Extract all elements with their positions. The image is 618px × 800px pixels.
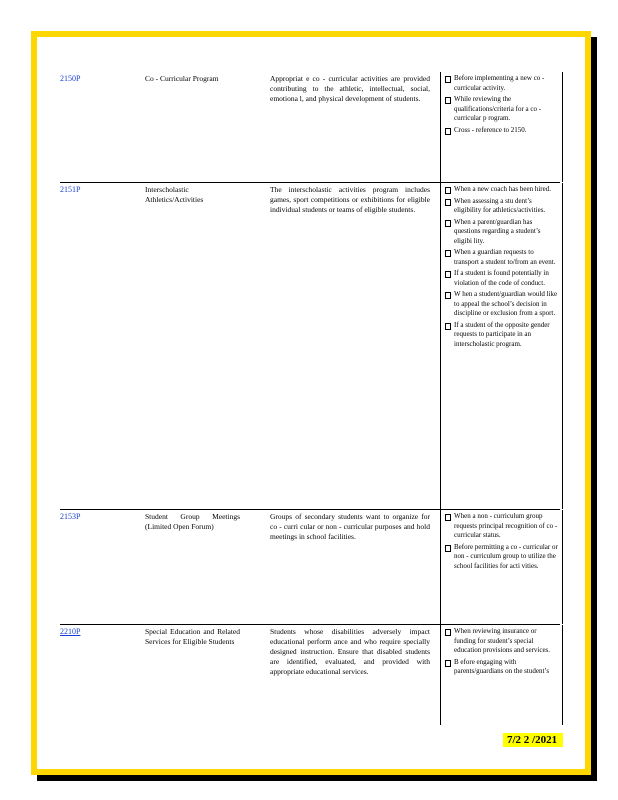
trigger-item: When a new coach has been hired. <box>445 185 560 195</box>
policy-code-link[interactable]: 2210P <box>60 627 81 636</box>
policy-code[interactable]: 2151P <box>60 185 81 194</box>
trigger-item: Before implementing a new co - curricular activity. <box>445 74 560 93</box>
column-divider <box>562 625 563 725</box>
trigger-item: Cross - reference to 2150. <box>445 126 560 136</box>
column-divider <box>440 183 441 509</box>
policy-title: Student Group Meetings (Limited Open Forum) <box>145 512 240 531</box>
column-divider <box>562 510 563 624</box>
trigger-item: When a guardian requests to transport a student to/from an event. <box>445 248 560 267</box>
trigger-item: If a student of the opposite gender requests to participate in an interscholastic program. <box>445 321 560 350</box>
trigger-item: While reviewing the qualifications/criteria for a co - curricular p rogram. <box>445 95 560 124</box>
table-row <box>60 510 560 625</box>
policy-title: Co - Curricular Program <box>145 74 219 83</box>
trigger-item: When a parent/guardian has questions regarding a student’s eligibi lity. <box>445 218 560 247</box>
policy-description: The interscholastic activities program includes games, sport competitions or exhibitions for eligible individual students or teams of eligible students. <box>270 185 430 214</box>
trigger-item: When a non - curriculum group requests principal recognition of co - curricular status. <box>445 512 560 541</box>
table-row <box>60 625 560 725</box>
trigger-list <box>445 74 560 137</box>
column-divider <box>440 625 441 725</box>
trigger-list <box>445 627 560 679</box>
trigger-item: Before permitting a co - curricular or non - curriculum group to utilize the school facilities for acti vities. <box>445 543 560 572</box>
table-row <box>60 72 560 183</box>
column-divider <box>562 72 563 182</box>
policy-table <box>60 72 560 725</box>
footer-date: 7/2 2 /2021 <box>503 733 563 747</box>
policy-code[interactable]: 2153P <box>60 512 81 521</box>
trigger-list <box>445 185 560 351</box>
policy-description: Appropriat e co - curricular activities are provided contributing to the athletic, intellectual, social, emotiona l, and physical development of students. <box>270 74 430 103</box>
policy-title: Interscholastic Athletics/Activities <box>145 185 204 204</box>
trigger-item: W hen a student/guardian would like to appeal the school’s decision in discipline or exclusion from a sport. <box>445 290 560 319</box>
policy-description: Groups of secondary students want to organize for co - curri cular or non - curricular purposes and hold meetings in school facilities. <box>270 512 430 541</box>
table-row <box>60 183 560 510</box>
column-divider <box>440 72 441 182</box>
trigger-list <box>445 512 560 573</box>
column-divider <box>440 510 441 624</box>
policy-description: Students whose disabilities adversely impact educational perform ance and who require specially designed instruction. Ensure that disabled students are identified, evaluated, and provided with appropriate educational services. <box>270 627 430 676</box>
trigger-item: When assessing a stu dent’s eligibility for athletics/activities. <box>445 197 560 216</box>
policy-title: Special Education and Related Services for Eligible Students <box>145 627 240 646</box>
policy-code[interactable]: 2150P <box>60 74 81 83</box>
trigger-item: When reviewing insurance or funding for student’s special education provisions and services. <box>445 627 560 656</box>
column-divider <box>562 183 563 509</box>
trigger-item: B efore engaging with parents/guardians on the student’s <box>445 658 560 677</box>
trigger-item: If a student is found potentially in violation of the code of conduct. <box>445 269 560 288</box>
